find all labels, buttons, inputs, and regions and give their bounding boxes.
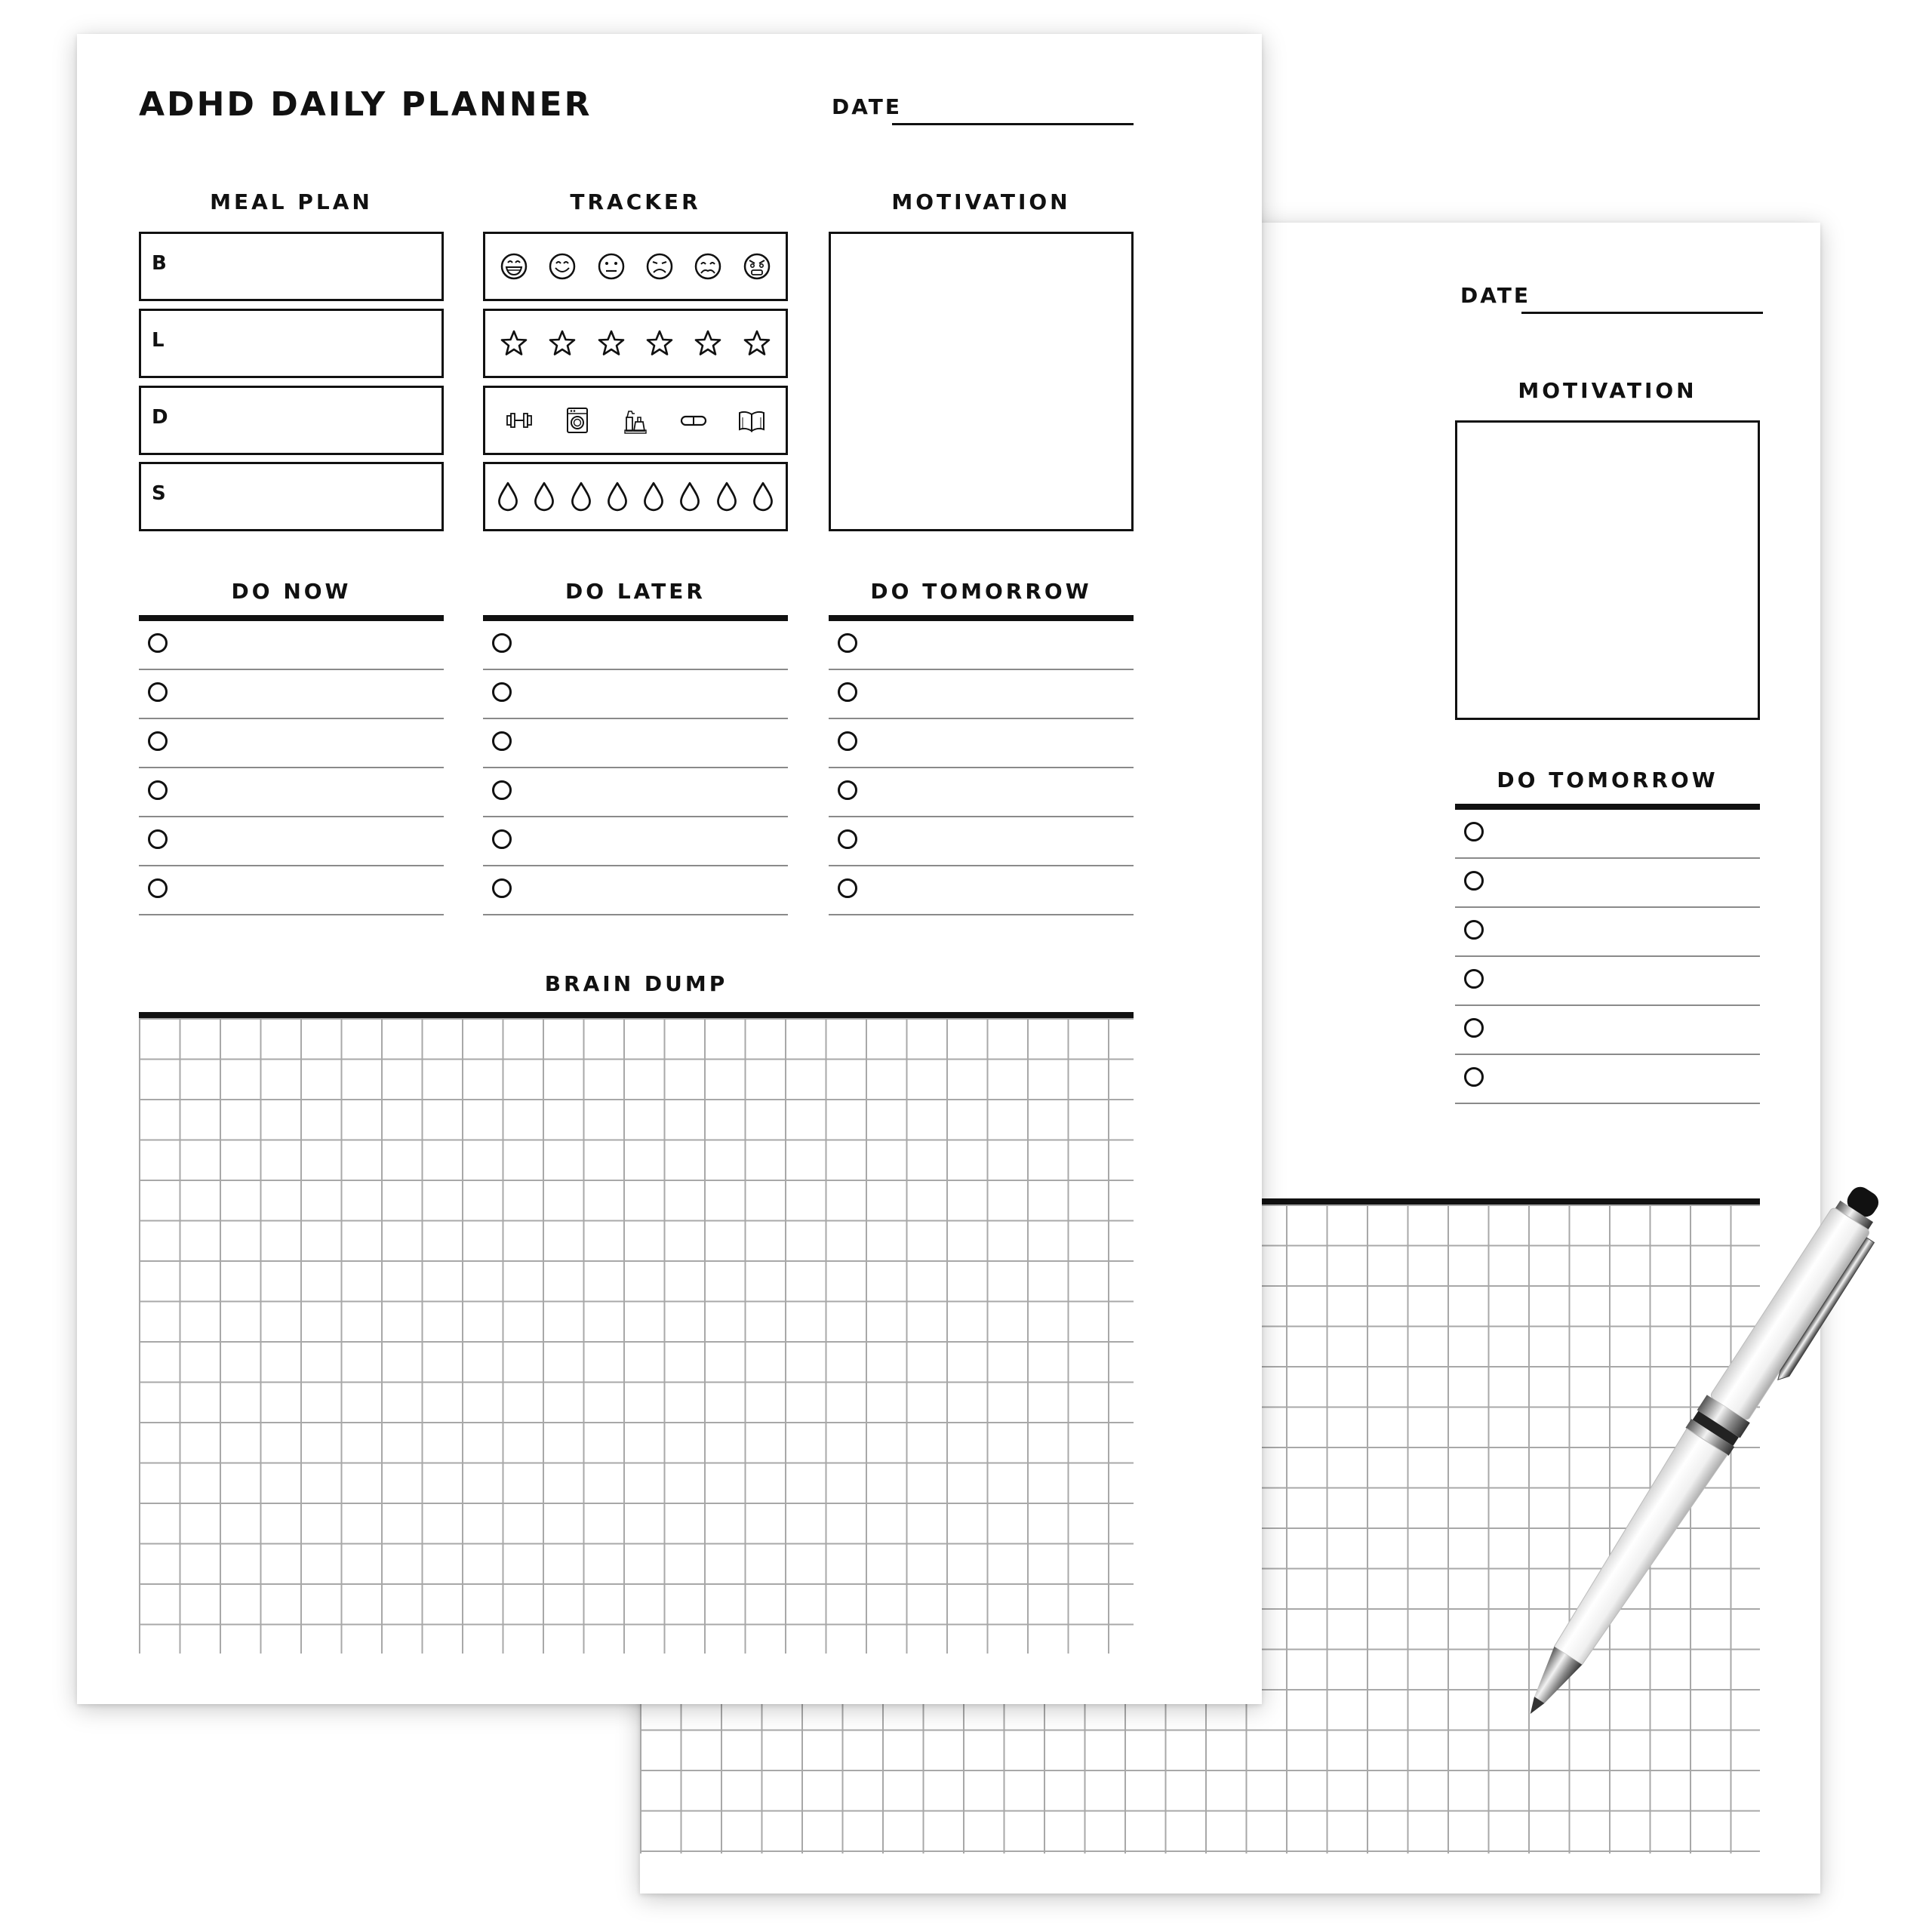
star-icon[interactable] bbox=[693, 328, 723, 358]
angry-face-icon[interactable] bbox=[742, 251, 772, 281]
meal-plan-title: MEAL PLAN bbox=[210, 189, 373, 214]
task-checkbox[interactable] bbox=[838, 731, 857, 751]
water-drop-icon[interactable] bbox=[638, 481, 669, 512]
water-drop-icon[interactable] bbox=[601, 481, 633, 512]
meal-slot-label: B bbox=[152, 252, 167, 275]
task-row[interactable] bbox=[829, 768, 1134, 817]
water-drop-icon[interactable] bbox=[747, 481, 779, 512]
do-later-title: DO LATER bbox=[565, 579, 706, 604]
task-checkbox[interactable] bbox=[148, 682, 168, 702]
do-tomorrow-list bbox=[829, 621, 1134, 923]
star-icon[interactable] bbox=[645, 328, 675, 358]
cleaning-supplies-icon[interactable] bbox=[620, 405, 651, 435]
task-row[interactable] bbox=[139, 768, 444, 817]
meal-slot-label: L bbox=[152, 329, 165, 352]
meal-slot-label: S bbox=[152, 482, 166, 505]
meal-slot-label: D bbox=[152, 406, 168, 429]
task-checkbox[interactable] bbox=[838, 682, 857, 702]
task-row[interactable] bbox=[829, 719, 1134, 768]
task-row[interactable] bbox=[139, 719, 444, 768]
task-row[interactable] bbox=[483, 866, 788, 915]
pen-image bbox=[1419, 1170, 1932, 1811]
tracker-mood-row bbox=[483, 232, 788, 301]
frown-face-icon[interactable] bbox=[645, 251, 675, 281]
task-checkbox[interactable] bbox=[492, 682, 512, 702]
sad-face-icon[interactable] bbox=[693, 251, 723, 281]
task-checkbox[interactable] bbox=[148, 780, 168, 800]
task-row[interactable] bbox=[1455, 1006, 1760, 1055]
task-checkbox[interactable] bbox=[148, 633, 168, 653]
task-row[interactable] bbox=[1455, 957, 1760, 1006]
water-drop-icon[interactable] bbox=[674, 481, 706, 512]
brain-dump-bar bbox=[139, 1012, 1134, 1018]
task-checkbox[interactable] bbox=[838, 829, 857, 849]
washing-machine-icon[interactable] bbox=[562, 405, 592, 435]
date-label: DATE bbox=[832, 94, 902, 119]
tracker-title: TRACKER bbox=[570, 189, 701, 214]
meal-slot-dinner[interactable] bbox=[139, 386, 444, 455]
tracker-habit-row bbox=[483, 386, 788, 455]
tracker-star-row bbox=[483, 309, 788, 378]
dumbbell-icon[interactable] bbox=[504, 405, 534, 435]
task-row[interactable] bbox=[483, 719, 788, 768]
book-icon[interactable] bbox=[737, 405, 767, 435]
task-row[interactable] bbox=[829, 670, 1134, 719]
task-row[interactable] bbox=[829, 866, 1134, 915]
water-drop-icon[interactable] bbox=[565, 481, 597, 512]
list-header-bar bbox=[1455, 804, 1760, 810]
do-now-list bbox=[139, 621, 444, 923]
tracker-water-row bbox=[483, 462, 788, 531]
list-header-bar bbox=[483, 615, 788, 621]
task-checkbox[interactable] bbox=[492, 731, 512, 751]
task-row[interactable] bbox=[483, 817, 788, 866]
task-row[interactable] bbox=[1455, 810, 1760, 859]
task-checkbox[interactable] bbox=[148, 878, 168, 898]
star-icon[interactable] bbox=[499, 328, 529, 358]
task-checkbox[interactable] bbox=[1464, 969, 1484, 989]
meal-slot-snack[interactable] bbox=[139, 462, 444, 531]
star-icon[interactable] bbox=[547, 328, 577, 358]
back-do-tomorrow-list bbox=[1455, 810, 1760, 1112]
water-drop-icon[interactable] bbox=[528, 481, 560, 512]
back-motivation-title: MOTIVATION bbox=[1518, 378, 1697, 403]
brain-dump-grid[interactable] bbox=[139, 1018, 1134, 1654]
front-planner-sheet bbox=[77, 34, 1262, 1704]
do-now-title: DO NOW bbox=[231, 579, 352, 604]
task-row[interactable] bbox=[139, 866, 444, 915]
task-checkbox[interactable] bbox=[838, 878, 857, 898]
motivation-box[interactable] bbox=[829, 232, 1134, 531]
list-header-bar bbox=[139, 615, 444, 621]
list-header-bar bbox=[829, 615, 1134, 621]
task-checkbox[interactable] bbox=[1464, 1067, 1484, 1087]
task-row[interactable] bbox=[1455, 859, 1760, 908]
water-drop-icon[interactable] bbox=[492, 481, 524, 512]
back-date-line[interactable] bbox=[1521, 312, 1763, 314]
water-drop-icon[interactable] bbox=[711, 481, 743, 512]
task-row[interactable] bbox=[1455, 1055, 1760, 1104]
grin-face-icon[interactable] bbox=[499, 251, 529, 281]
brain-dump-title: BRAIN DUMP bbox=[544, 971, 728, 996]
page-title: ADHD DAILY PLANNER bbox=[139, 85, 592, 124]
pill-icon[interactable] bbox=[678, 405, 709, 435]
task-checkbox[interactable] bbox=[148, 829, 168, 849]
back-do-tomorrow-title: DO TOMORROW bbox=[1497, 768, 1718, 792]
do-later-list bbox=[483, 621, 788, 923]
task-checkbox[interactable] bbox=[492, 878, 512, 898]
do-tomorrow-title: DO TOMORROW bbox=[870, 579, 1092, 604]
task-checkbox[interactable] bbox=[492, 829, 512, 849]
star-icon[interactable] bbox=[742, 328, 772, 358]
back-date-label: DATE bbox=[1460, 283, 1531, 308]
task-checkbox[interactable] bbox=[492, 780, 512, 800]
task-row[interactable] bbox=[483, 670, 788, 719]
smile-face-icon[interactable] bbox=[547, 251, 577, 281]
motivation-title: MOTIVATION bbox=[891, 189, 1071, 214]
task-row[interactable] bbox=[1455, 908, 1760, 957]
meal-slot-lunch[interactable] bbox=[139, 309, 444, 378]
task-row[interactable] bbox=[829, 817, 1134, 866]
task-checkbox[interactable] bbox=[1464, 1018, 1484, 1038]
task-row[interactable] bbox=[139, 817, 444, 866]
star-icon[interactable] bbox=[596, 328, 626, 358]
task-row[interactable] bbox=[483, 768, 788, 817]
task-row[interactable] bbox=[139, 621, 444, 670]
task-checkbox[interactable] bbox=[492, 633, 512, 653]
neutral-face-icon[interactable] bbox=[596, 251, 626, 281]
task-row[interactable] bbox=[483, 621, 788, 670]
task-checkbox[interactable] bbox=[148, 731, 168, 751]
meal-slot-breakfast[interactable] bbox=[139, 232, 444, 301]
task-checkbox[interactable] bbox=[1464, 822, 1484, 841]
date-line[interactable] bbox=[892, 123, 1134, 125]
task-row[interactable] bbox=[829, 621, 1134, 670]
task-checkbox[interactable] bbox=[1464, 920, 1484, 940]
task-checkbox[interactable] bbox=[838, 780, 857, 800]
task-row[interactable] bbox=[139, 670, 444, 719]
task-checkbox[interactable] bbox=[838, 633, 857, 653]
back-motivation-box[interactable] bbox=[1455, 420, 1760, 720]
task-checkbox[interactable] bbox=[1464, 871, 1484, 891]
